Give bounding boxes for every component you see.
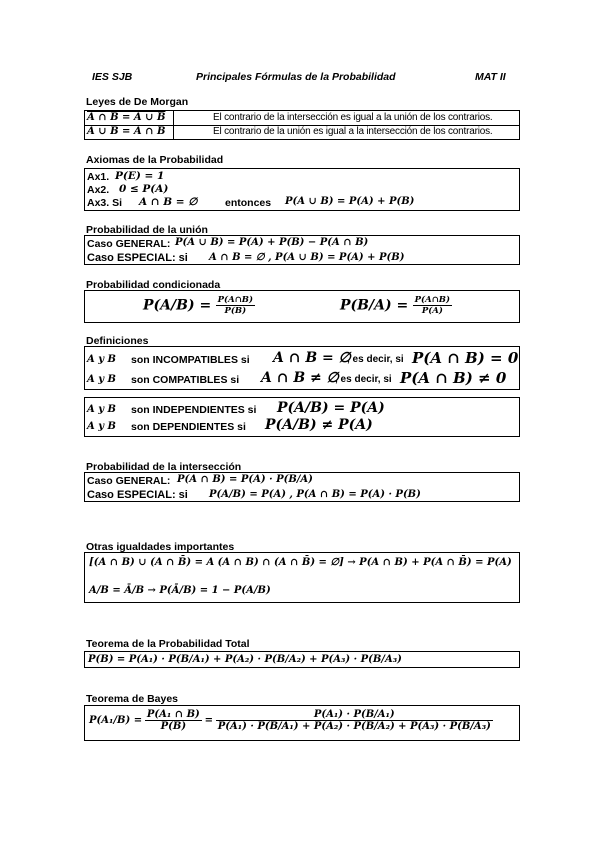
def-comp-condition: A ∩ B ≠ ∅ [261, 370, 339, 386]
union-general-formula: P(A ∪ B) = P(A) + P(B) − P(A ∩ B) [175, 237, 369, 248]
interseccion-general-formula: P(A ∩ B) = P(A) · P(B/A) [177, 474, 313, 485]
union-especial-formula: A ∩ B = ∅ , P(A ∪ B) = P(A) + P(B) [209, 252, 405, 263]
ax3-condition: A ∩ B = ∅ [139, 196, 198, 208]
ax2-formula: 0 ≤ P(A) [119, 183, 169, 195]
definiciones-box-1 [84, 346, 520, 390]
igualdades-title: Otras igualdades importantes [86, 541, 235, 553]
def-inc-label: son INCOMPATIBLES si [131, 354, 250, 366]
ax2-label: Ax2. [87, 184, 110, 196]
ax1-label: Ax1. [87, 171, 110, 183]
condicionada-formula-1 [143, 295, 255, 316]
bayes-numerator-1: P(A₁ ∩ B) [146, 709, 200, 720]
total-box [84, 651, 520, 668]
def-inc-mid: , es decir, si [347, 354, 404, 365]
header-title: Principales Fórmulas de la Probabilidad [196, 71, 396, 83]
axiomas-box [84, 168, 520, 211]
definiciones-title: Definiciones [86, 335, 149, 347]
demorgan-text-1: El contrario de la intersección es igual a la unión de los contrarios. [213, 112, 493, 123]
cond1-lhs: P(A/B) = [143, 297, 212, 314]
demorgan-text-2: El contrario de la unión es igual a la intersección de los contrarios. [213, 126, 493, 137]
def-comp-result: P(A ∩ B) ≠ 0 [400, 369, 507, 387]
cond1-denominator: P(B) [224, 306, 247, 316]
bayes-title: Teorema de Bayes [86, 693, 179, 705]
demorgan-title: Leyes de De Morgan [86, 96, 189, 108]
igualdades-box [84, 552, 520, 603]
def-comp-mid: , es decir, si [335, 374, 392, 385]
ax3-formula: P(A ∪ B) = P(A) + P(B) [285, 196, 415, 207]
axiomas-title: Axiomas de la Probabilidad [86, 154, 224, 166]
cond2-numerator: P(A∩B) [414, 295, 450, 305]
total-formula: P(B) = P(A₁) · P(B/A₁) + P(A₂) · P(B/A₂) + P(A₃) · P(B/A₃) [88, 654, 402, 665]
def-ind-ab: A y B [87, 404, 116, 415]
ax3-label: Ax3. Si [87, 197, 123, 209]
condicionada-box [84, 290, 520, 323]
def-inc-result: P(A ∩ B) = 0 [412, 349, 519, 367]
def-ind-label: son INDEPENDIENTES si [131, 404, 257, 416]
condicionada-formula-2 [340, 295, 452, 316]
ax1-formula: P(E) = 1 [115, 170, 165, 182]
bayes-lhs: P(A₁/B) = [89, 715, 143, 727]
cond2-lhs: P(B/A) = [340, 297, 409, 314]
demorgan-box [84, 110, 520, 140]
def-comp-ab: A y B [87, 374, 116, 385]
header-left: IES SJB [92, 71, 133, 83]
bayes-numerator-2: P(A₁) · P(B/A₁) [216, 709, 493, 721]
header-right: MAT II [475, 71, 506, 83]
demorgan-formula-1: A ∩ B = A ∪ B [87, 112, 166, 123]
interseccion-title: Probabilidad de la intersección [86, 461, 242, 473]
union-especial-label: Caso ESPECIAL: si [87, 252, 188, 264]
igualdades-formula-2: A/B = Ā/B → P(Ā/B) = 1 − P(A/B) [89, 585, 271, 596]
def-dep-label: son DEPENDIENTES si [131, 421, 246, 433]
cond2-denominator: P(A) [421, 306, 443, 316]
definiciones-box-2 [84, 397, 520, 437]
union-box [84, 235, 520, 265]
interseccion-general-label: Caso GENERAL: [87, 475, 171, 487]
bayes-denominator-1: P(B) [160, 721, 187, 732]
ax3-then: entonces [225, 197, 272, 209]
cond1-numerator: P(A∩B) [217, 295, 253, 305]
union-title: Probabilidad de la unión [86, 224, 208, 236]
bayes-equals: = [204, 715, 213, 727]
def-inc-condition: A ∩ B = ∅ [273, 350, 351, 366]
igualdades-formula-1: [(A ∩ B) ∪ (A ∩ B̄) = A (A ∩ B) ∩ (A ∩ B̄) = ∅] → P(A ∩ B) + P(A ∩ B̄) = P(A) [89, 557, 512, 568]
def-inc-ab: A y B [87, 354, 116, 365]
bayes-box [84, 705, 520, 741]
interseccion-especial-formula: P(A/B) = P(A) , P(A ∩ B) = P(A) · P(B) [209, 489, 421, 500]
bayes-formula [89, 709, 493, 732]
condicionada-title: Probabilidad condicionada [86, 279, 221, 291]
def-dep-formula: P(A/B) ≠ P(A) [265, 417, 373, 433]
interseccion-box [84, 472, 520, 502]
demorgan-formula-2: A ∪ B = A ∩ B [87, 126, 166, 137]
def-comp-label: son COMPATIBLES si [131, 374, 240, 386]
total-title: Teorema de la Probabilidad Total [86, 638, 250, 650]
def-ind-formula: P(A/B) = P(A) [277, 400, 385, 416]
def-dep-ab: A y B [87, 421, 116, 432]
union-general-label: Caso GENERAL: [87, 238, 171, 250]
interseccion-especial-label: Caso ESPECIAL: si [87, 489, 188, 501]
bayes-denominator-2: P(A₁) · P(B/A₁) + P(A₂) · P(B/A₂) + P(A₃) · P(B/A₃) [217, 721, 491, 732]
